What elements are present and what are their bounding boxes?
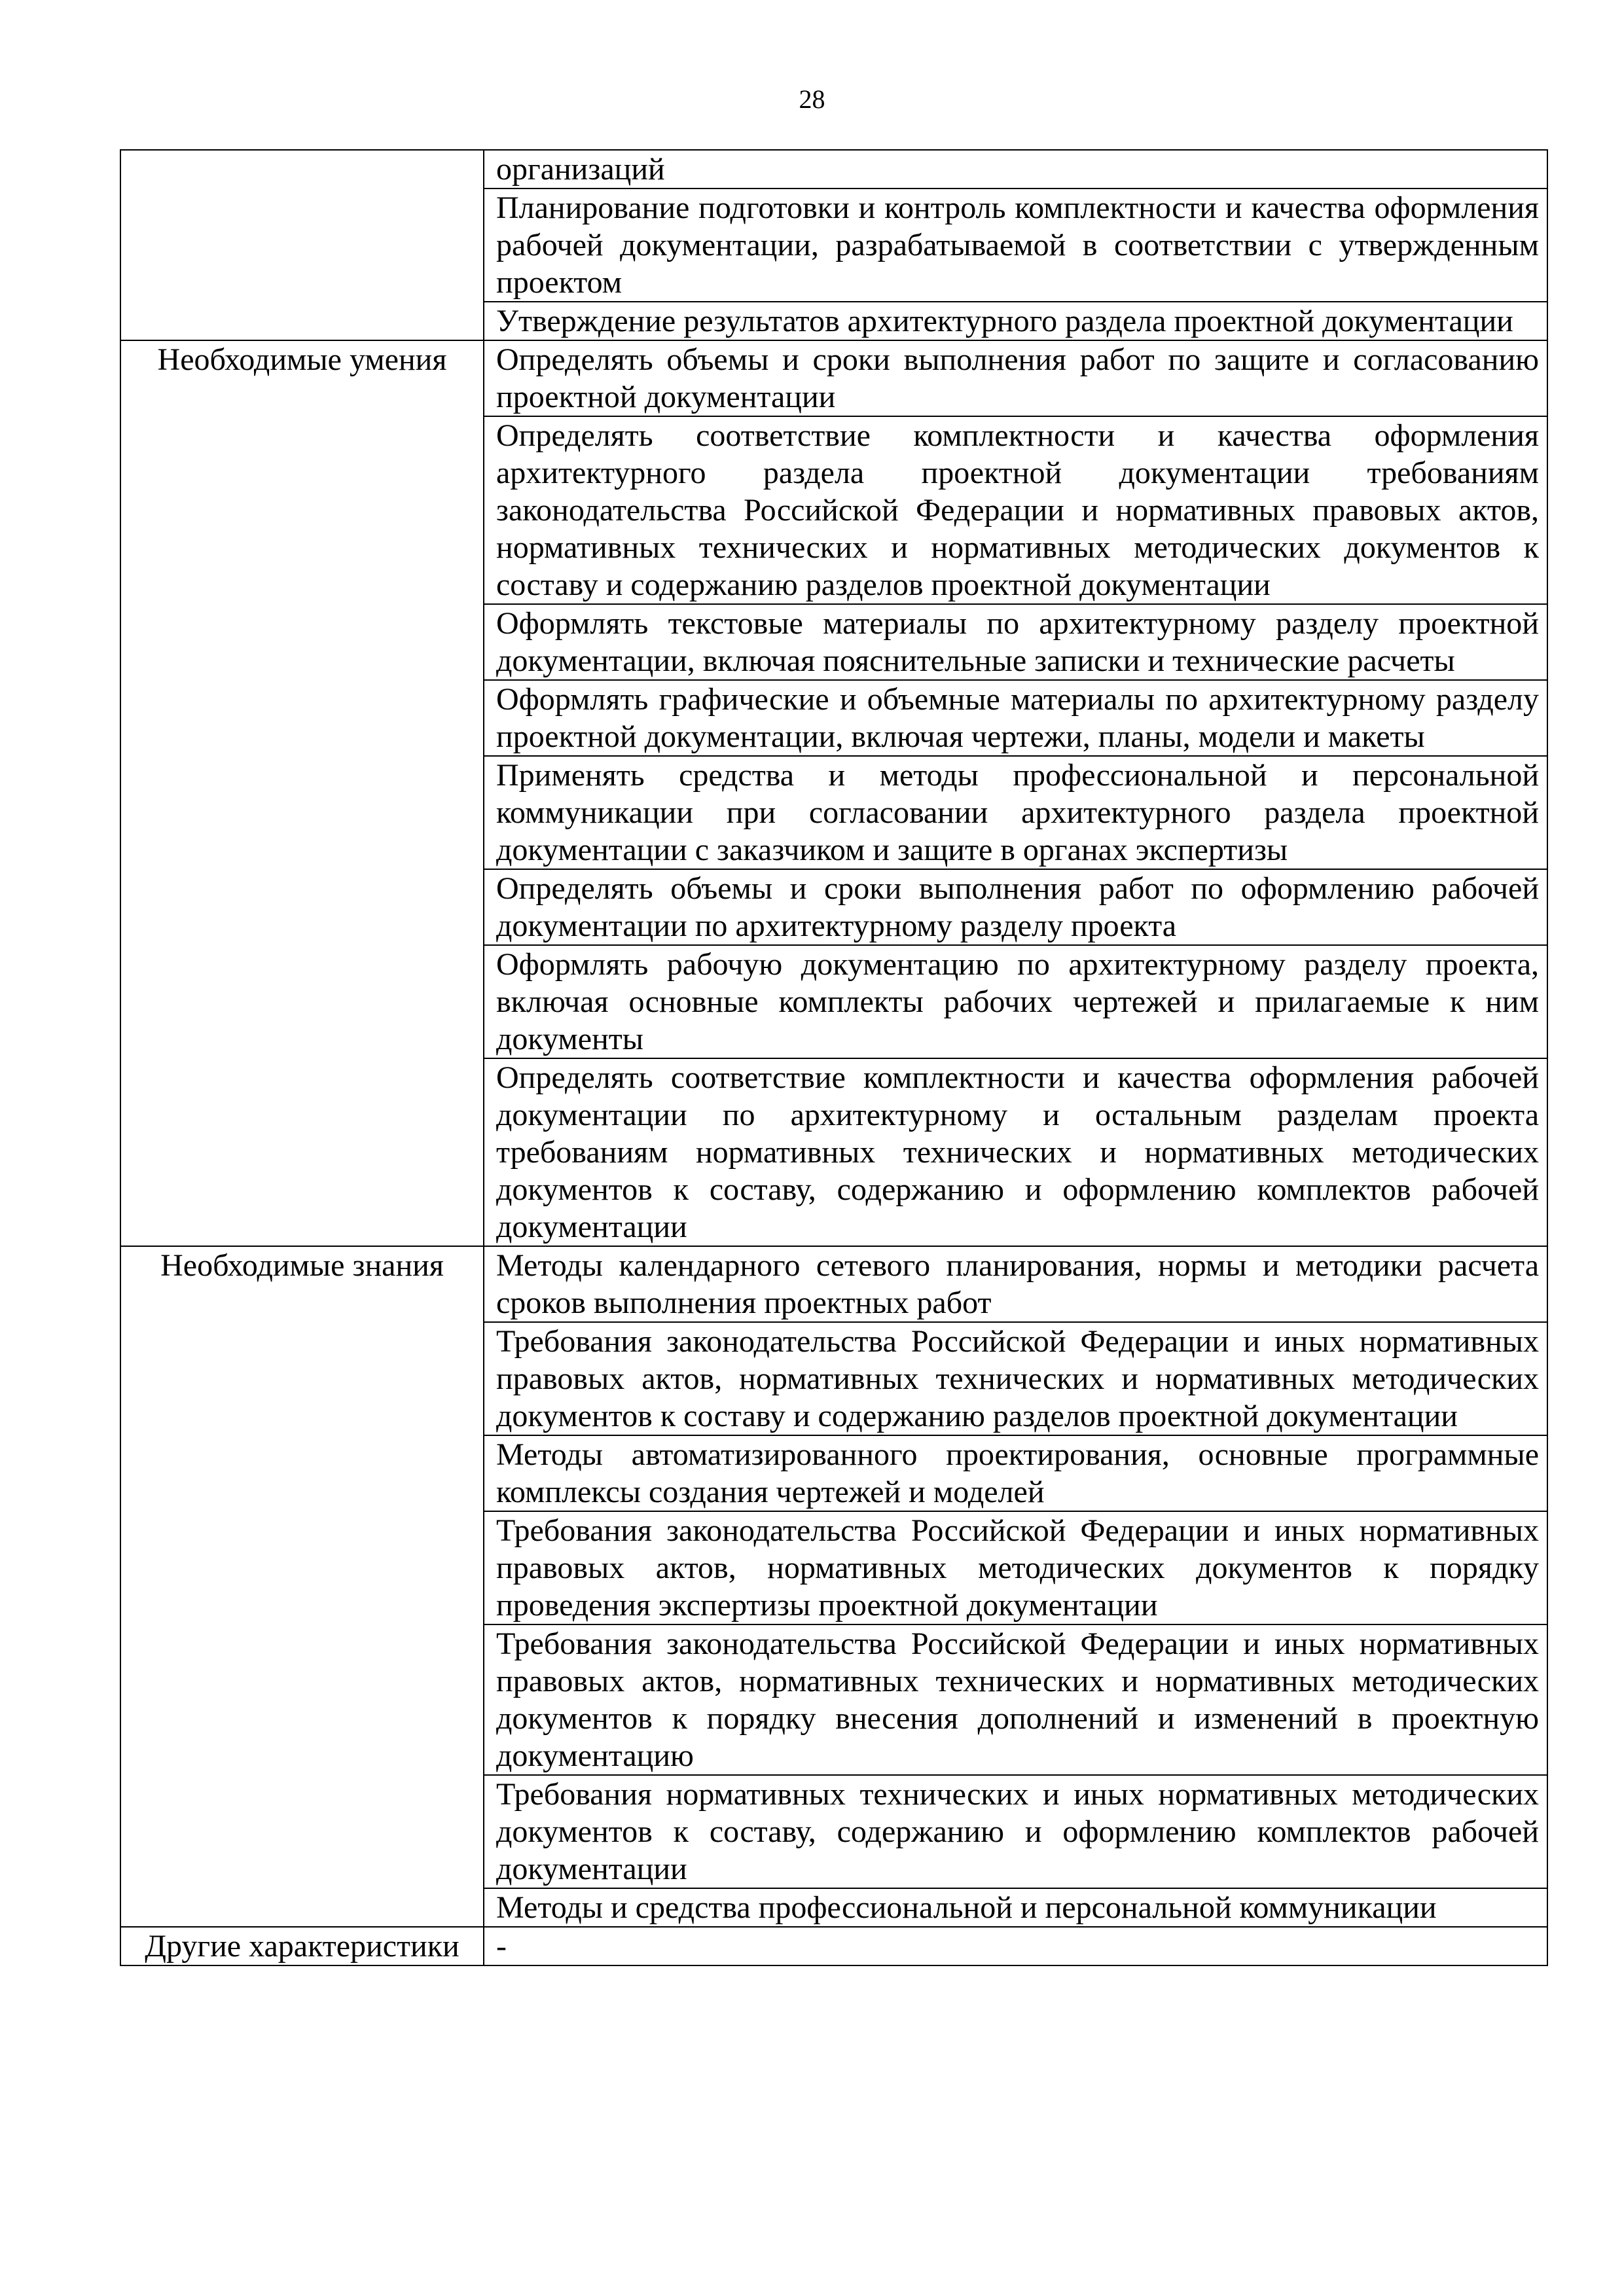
table-row (120, 340, 1547, 416)
row-group-label: Другие характеристики (120, 1927, 484, 1965)
page-number: 28 (799, 84, 825, 114)
requirement-cell: Планирование подготовки и контроль комплектности и качества оформления рабочей документации, разрабатываемой в соответствии с утвержденным проектом (484, 188, 1547, 302)
requirement-cell: Требования законодательства Российской Федерации и иных нормативных правовых актов, нормативных технических и нормативных методических документов к составу и содержанию разделов проектной документации (484, 1322, 1547, 1435)
table-row (120, 150, 1547, 188)
requirement-cell: Оформлять графические и объемные материалы по архитектурному разделу проектной документации, включая чертежи, планы, модели и макеты (484, 680, 1547, 756)
requirement-cell: - (484, 1927, 1547, 1965)
row-group-label-empty (120, 150, 484, 340)
competency-table-body (120, 150, 1547, 1965)
table-row (120, 1246, 1547, 1322)
requirement-cell: Оформлять текстовые материалы по архитектурному разделу проектной документации, включая пояснительные записки и технические расчеты (484, 604, 1547, 680)
requirement-cell: Методы и средства профессиональной и персональной коммуникации (484, 1888, 1547, 1927)
requirement-cell: Утверждение результатов архитектурного раздела проектной документации (484, 302, 1547, 340)
requirement-cell: Методы автоматизированного проектирования, основные программные комплексы создания чертежей и моделей (484, 1435, 1547, 1511)
requirement-cell: Определять соответствие комплектности и качества оформления рабочей документации по архитектурному и остальным разделам проекта требованиям нормативных технических и нормативных методических документов к составу, содержанию и оформлению комплектов рабочей документации (484, 1058, 1547, 1246)
requirement-cell: Методы календарного сетевого планирования, нормы и методики расчета сроков выполнения проектных работ (484, 1246, 1547, 1322)
requirement-cell: Оформлять рабочую документацию по архитектурному разделу проекта, включая основные комплекты рабочих чертежей и прилагаемые к ним документы (484, 945, 1547, 1058)
row-group-label: Необходимые умения (120, 340, 484, 1246)
requirement-cell: Определять объемы и сроки выполнения работ по оформлению рабочей документации по архитектурному разделу проекта (484, 869, 1547, 945)
requirement-cell: Требования законодательства Российской Федерации и иных нормативных правовых актов, нормативных методических документов к порядку проведения экспертизы проектной документации (484, 1511, 1547, 1624)
requirement-cell: Определять соответствие комплектности и качества оформления архитектурного раздела проектной документации требованиям законодательства Российской Федерации и нормативных правовых актов, нормативных технических и нормативных методических документов к составу и содержанию разделов проектной документации (484, 416, 1547, 604)
requirement-cell: Требования законодательства Российской Федерации и иных нормативных правовых актов, нормативных технических и нормативных методических документов к порядку внесения дополнений и изменений в проектную документацию (484, 1624, 1547, 1775)
row-group-label: Необходимые знания (120, 1246, 484, 1927)
table-row (120, 1927, 1547, 1965)
requirement-cell: организаций (484, 150, 1547, 188)
competency-table (120, 149, 1548, 1966)
requirement-cell: Применять средства и методы профессиональной и персональной коммуникации при согласовании архитектурного раздела проектной документации с заказчиком и защите в органах экспертизы (484, 756, 1547, 869)
requirement-cell: Требования нормативных технических и иных нормативных методических документов к составу, содержанию и оформлению комплектов рабочей документации (484, 1775, 1547, 1888)
requirement-cell: Определять объемы и сроки выполнения работ по защите и согласованию проектной документации (484, 340, 1547, 416)
